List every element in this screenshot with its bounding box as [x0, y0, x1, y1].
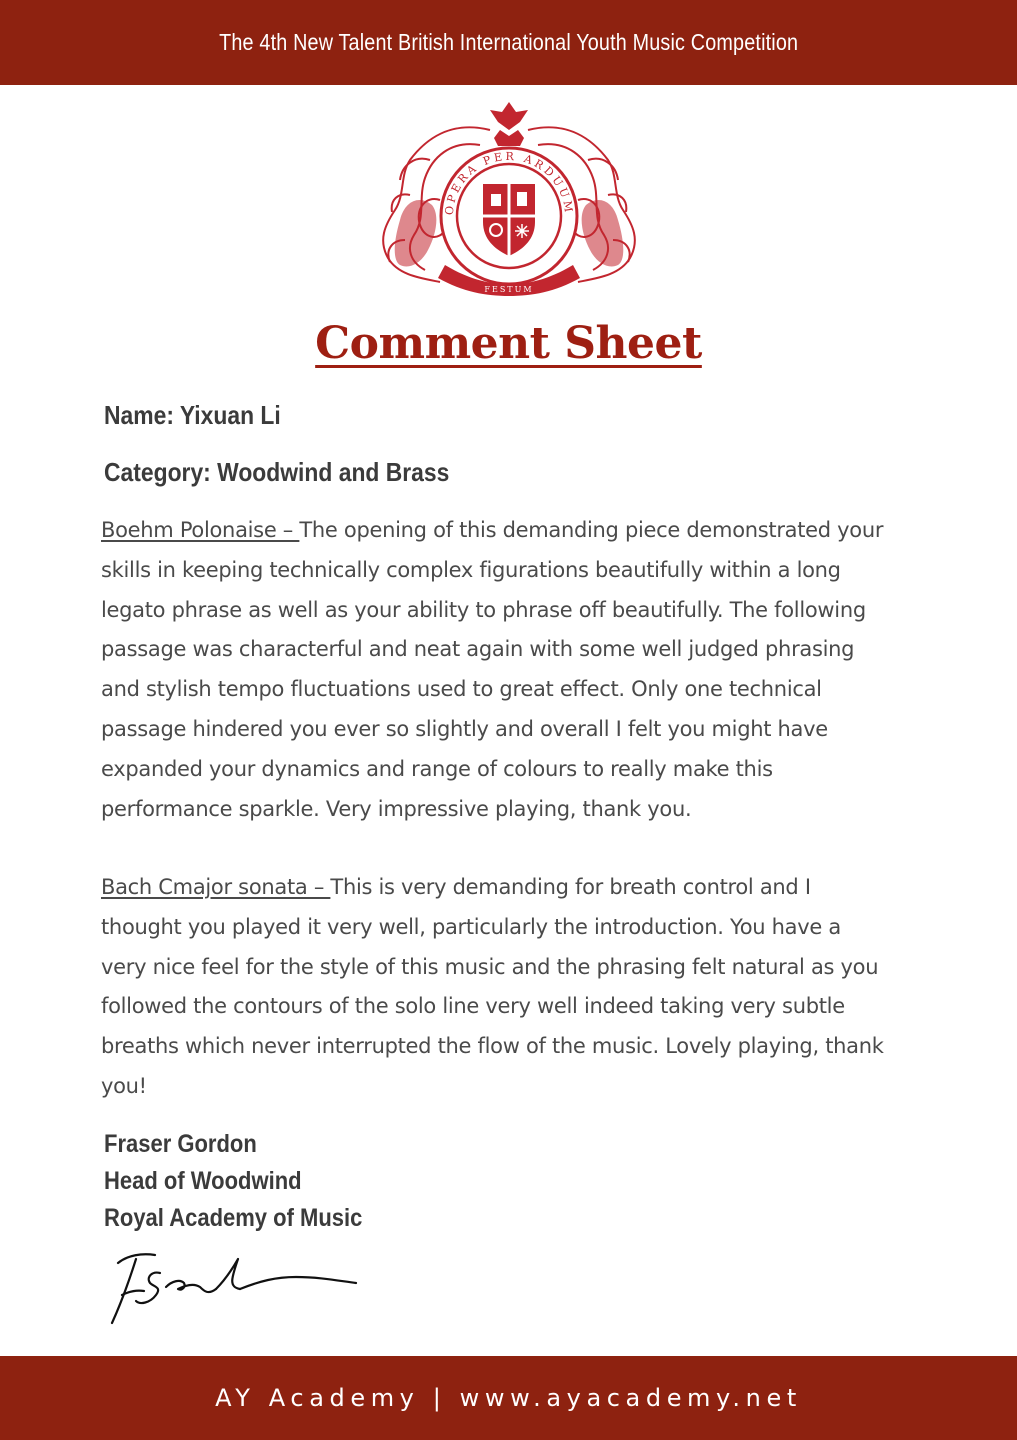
- footer-bar: [0, 1356, 1017, 1440]
- handwritten-signature-icon: [100, 1243, 370, 1333]
- page-title: Comment Sheet: [315, 318, 702, 369]
- academy-crest-icon: [370, 100, 648, 298]
- comment-text-1: The opening of this demanding piece demonstrated your skills in keeping technically complex figurations beautifully within a long legato phrase as well as your ability to phrase off beautifully. The following passage was characterful and neat again with some well judged phrasing and stylish tempo fluctuations used to great effect. Only one technical passage hindered you ever so slightly and overall I felt you might have expanded your dynamics and range of colours to really make this performance sparkle. Very impressive playing, thank you.: [101, 518, 884, 821]
- crest-motto: OPERA PER ARDUUM: [442, 149, 576, 216]
- signatory-name: Fraser Gordon: [104, 1130, 257, 1158]
- piece-title-1: Boehm Polonaise –: [101, 518, 300, 542]
- piece-title-2: Bach Cmajor sonata –: [101, 875, 331, 899]
- competition-title: The 4th New Talent British International Youth Music Competition: [218, 29, 799, 55]
- participant-name: Name: Yixuan Li: [104, 400, 281, 430]
- signatory-role: Head of Woodwind: [104, 1167, 302, 1195]
- crest-banner: FESTUM: [484, 285, 534, 294]
- signatory-institution: Royal Academy of Music: [104, 1204, 363, 1232]
- footer-text: AY Academy | www.ayacademy.net: [215, 1384, 802, 1412]
- header-bar: [0, 0, 1017, 85]
- sheet-title-wrap: [0, 318, 1017, 369]
- comment-text-2: This is very demanding for breath control and I thought you played it very well, particularly the introduction. You have a very nice feel for the style of this music and the phrasing felt natural as you followed the contours of the solo line very well indeed taking very subtle breaths which never interrupted the flow of the music. Lovely playing, thank you!: [101, 875, 884, 1098]
- comment-paragraph-1: [101, 511, 891, 829]
- participant-category: Category: Woodwind and Brass: [104, 457, 450, 487]
- comment-paragraph-2: [101, 868, 891, 1107]
